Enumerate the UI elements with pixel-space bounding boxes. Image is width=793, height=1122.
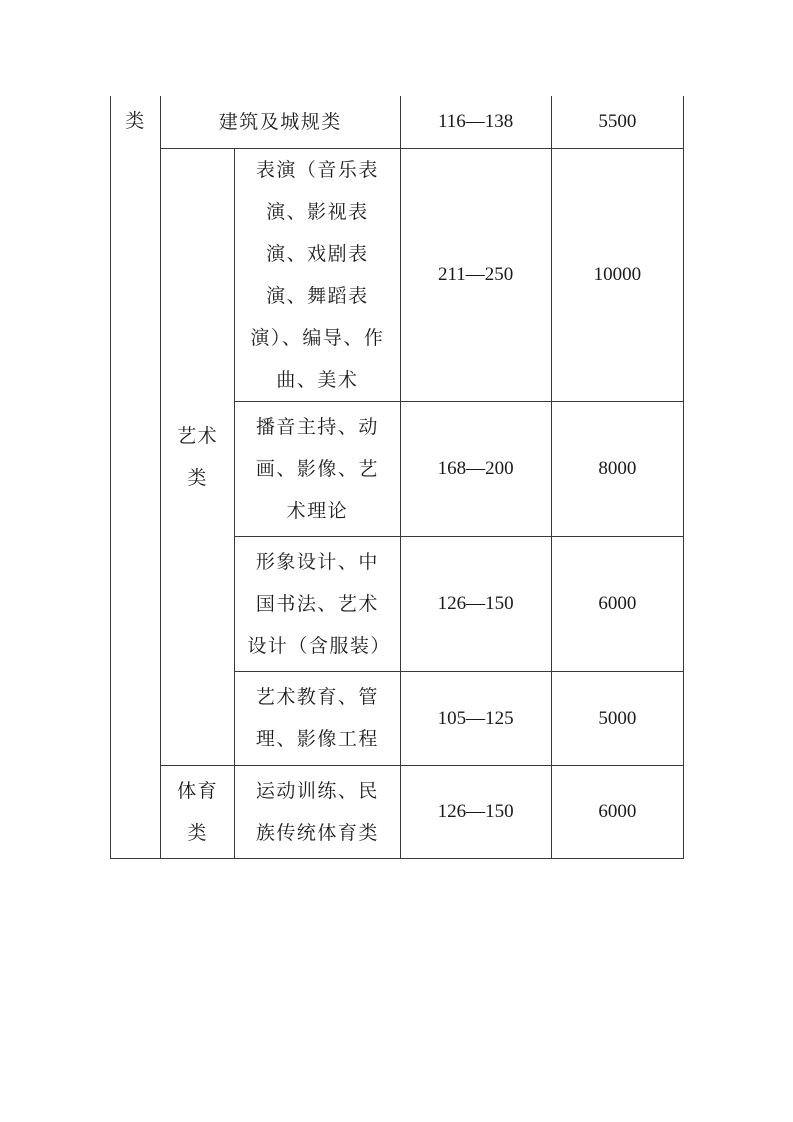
range-cell [400, 671, 551, 765]
major-label: 建筑及城规类 [218, 110, 342, 133]
range-cell [400, 765, 551, 858]
major-cell [235, 765, 400, 858]
category-cell [111, 96, 161, 858]
fee-cell [551, 536, 683, 671]
range-value: 168—200 [437, 458, 514, 479]
major-cell [235, 148, 400, 401]
fee-value: 6000 [598, 801, 637, 822]
fee-table [110, 96, 684, 859]
table-row [111, 148, 684, 401]
major-label: 艺术教育、管理、影像工程 [255, 686, 379, 750]
range-value: 211—250 [437, 264, 514, 285]
fee-value: 10000 [593, 264, 642, 285]
major-cell [235, 671, 400, 765]
group-label-sports: 体育 类 [177, 779, 219, 844]
fee-value: 5000 [598, 707, 637, 729]
group-cell-art [161, 148, 235, 765]
fee-value: 5500 [598, 111, 637, 133]
major-cell [235, 536, 400, 671]
range-cell [400, 401, 551, 536]
range-cell [400, 148, 551, 401]
group-label-art: 艺术 类 [177, 424, 219, 489]
major-label: 表演（音乐表演、影视表演、戏剧表演、舞蹈表演）、编导、作曲、美术 [250, 158, 385, 391]
table-row [111, 96, 684, 148]
fee-cell [551, 96, 683, 148]
major-label: 运动训练、民族传统体育类 [255, 779, 379, 844]
major-cell [161, 96, 400, 148]
range-cell [400, 96, 551, 148]
range-value: 105—125 [437, 707, 514, 729]
range-value: 126—150 [437, 801, 514, 822]
range-value: 116—138 [437, 111, 514, 133]
fee-cell [551, 765, 683, 858]
fee-value: 8000 [598, 458, 637, 479]
group-cell-sports [161, 765, 235, 858]
range-cell [400, 536, 551, 671]
major-label: 形象设计、中国书法、艺术设计（含服装） [247, 550, 391, 657]
major-label: 播音主持、动画、影像、艺术理论 [255, 415, 379, 522]
fee-cell [551, 148, 683, 401]
table-row [111, 765, 684, 858]
category-label: 类 [125, 110, 146, 132]
fee-cell [551, 671, 683, 765]
range-value: 126—150 [437, 593, 514, 614]
fee-cell [551, 401, 683, 536]
fee-value: 6000 [598, 593, 637, 614]
major-cell [235, 401, 400, 536]
